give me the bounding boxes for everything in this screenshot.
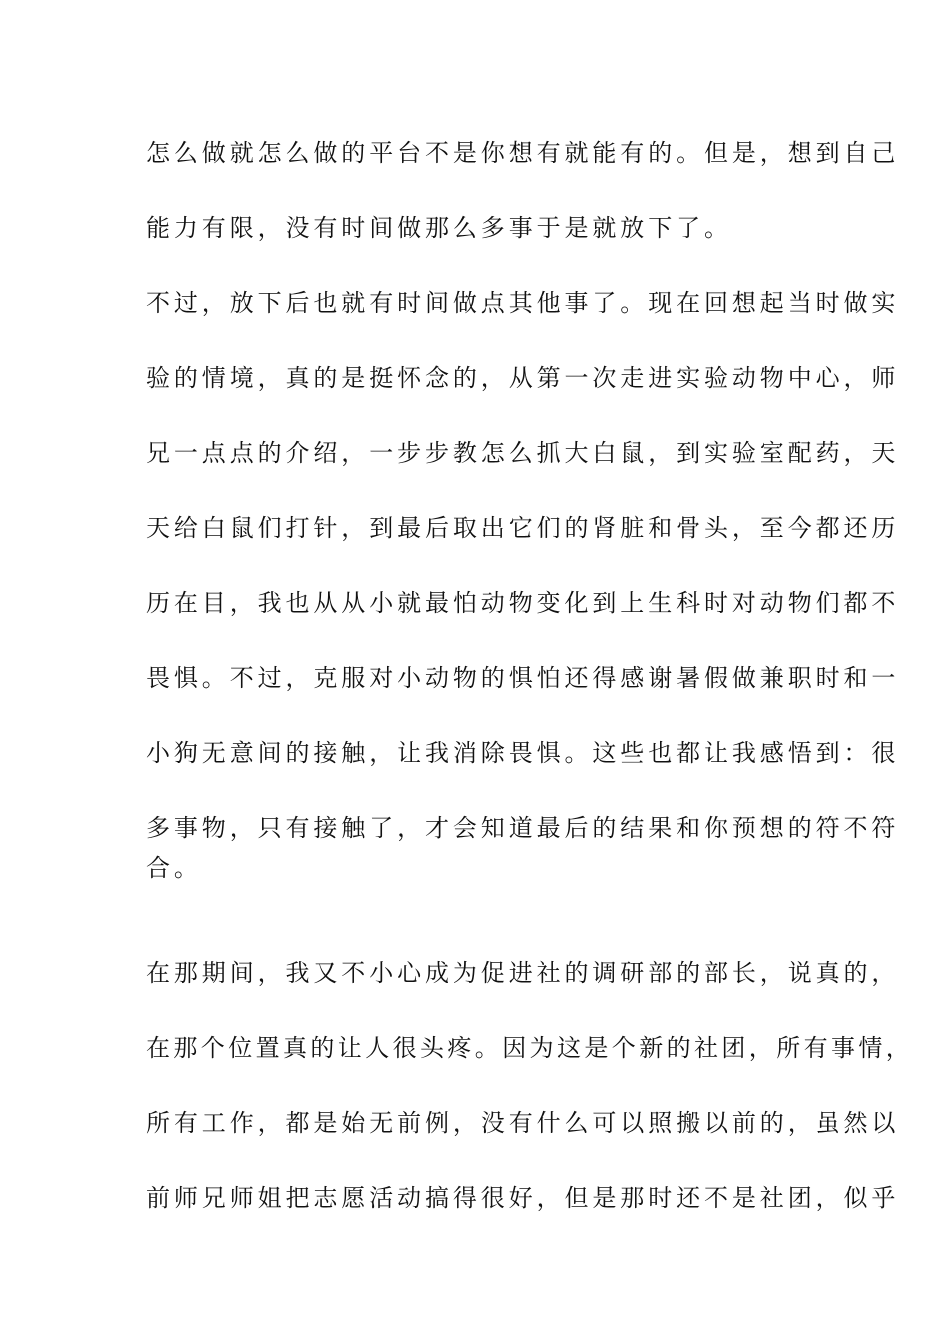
text-line: 在那个位置真的让人很头疼。因为这是个新的社团，所有事情， — [146, 1034, 914, 1062]
text-line: 畏惧。不过，克服对小动物的惧怕还得感谢暑假做兼职时和一 — [146, 664, 900, 692]
text-line: 怎么做就怎么做的平台不是你想有就能有的。但是，想到自己 — [146, 139, 900, 167]
text-line: 不过，放下后也就有时间做点其他事了。现在回想起当时做实 — [146, 289, 900, 317]
text-line: 验的情境，真的是挺怀念的，从第一次走进实验动物中心，师 — [146, 364, 900, 392]
text-line: 天给白鼠们打针，到最后取出它们的肾脏和骨头，至今都还历 — [146, 514, 900, 542]
text-line: 小狗无意间的接触，让我消除畏惧。这些也都让我感悟到：很 — [146, 739, 900, 767]
text-line: 兄一点点的介绍，一步步教怎么抓大白鼠，到实验室配药，天 — [146, 439, 900, 467]
text-line: 合。 — [146, 854, 202, 882]
text-line: 在那期间，我又不小心成为促进社的调研部的部长，说真的， — [146, 959, 900, 987]
text-line: 能力有限，没有时间做那么多事于是就放下了。 — [146, 214, 732, 242]
text-line: 多事物，只有接触了，才会知道最后的结果和你预想的符不符 — [146, 814, 900, 842]
text-line: 前师兄师姐把志愿活动搞得很好，但是那时还不是社团，似乎 — [146, 1184, 900, 1212]
text-line: 历在目，我也从从小就最怕动物变化到上生科时对动物们都不 — [146, 589, 900, 617]
text-line: 所有工作，都是始无前例，没有什么可以照搬以前的，虽然以 — [146, 1109, 900, 1137]
